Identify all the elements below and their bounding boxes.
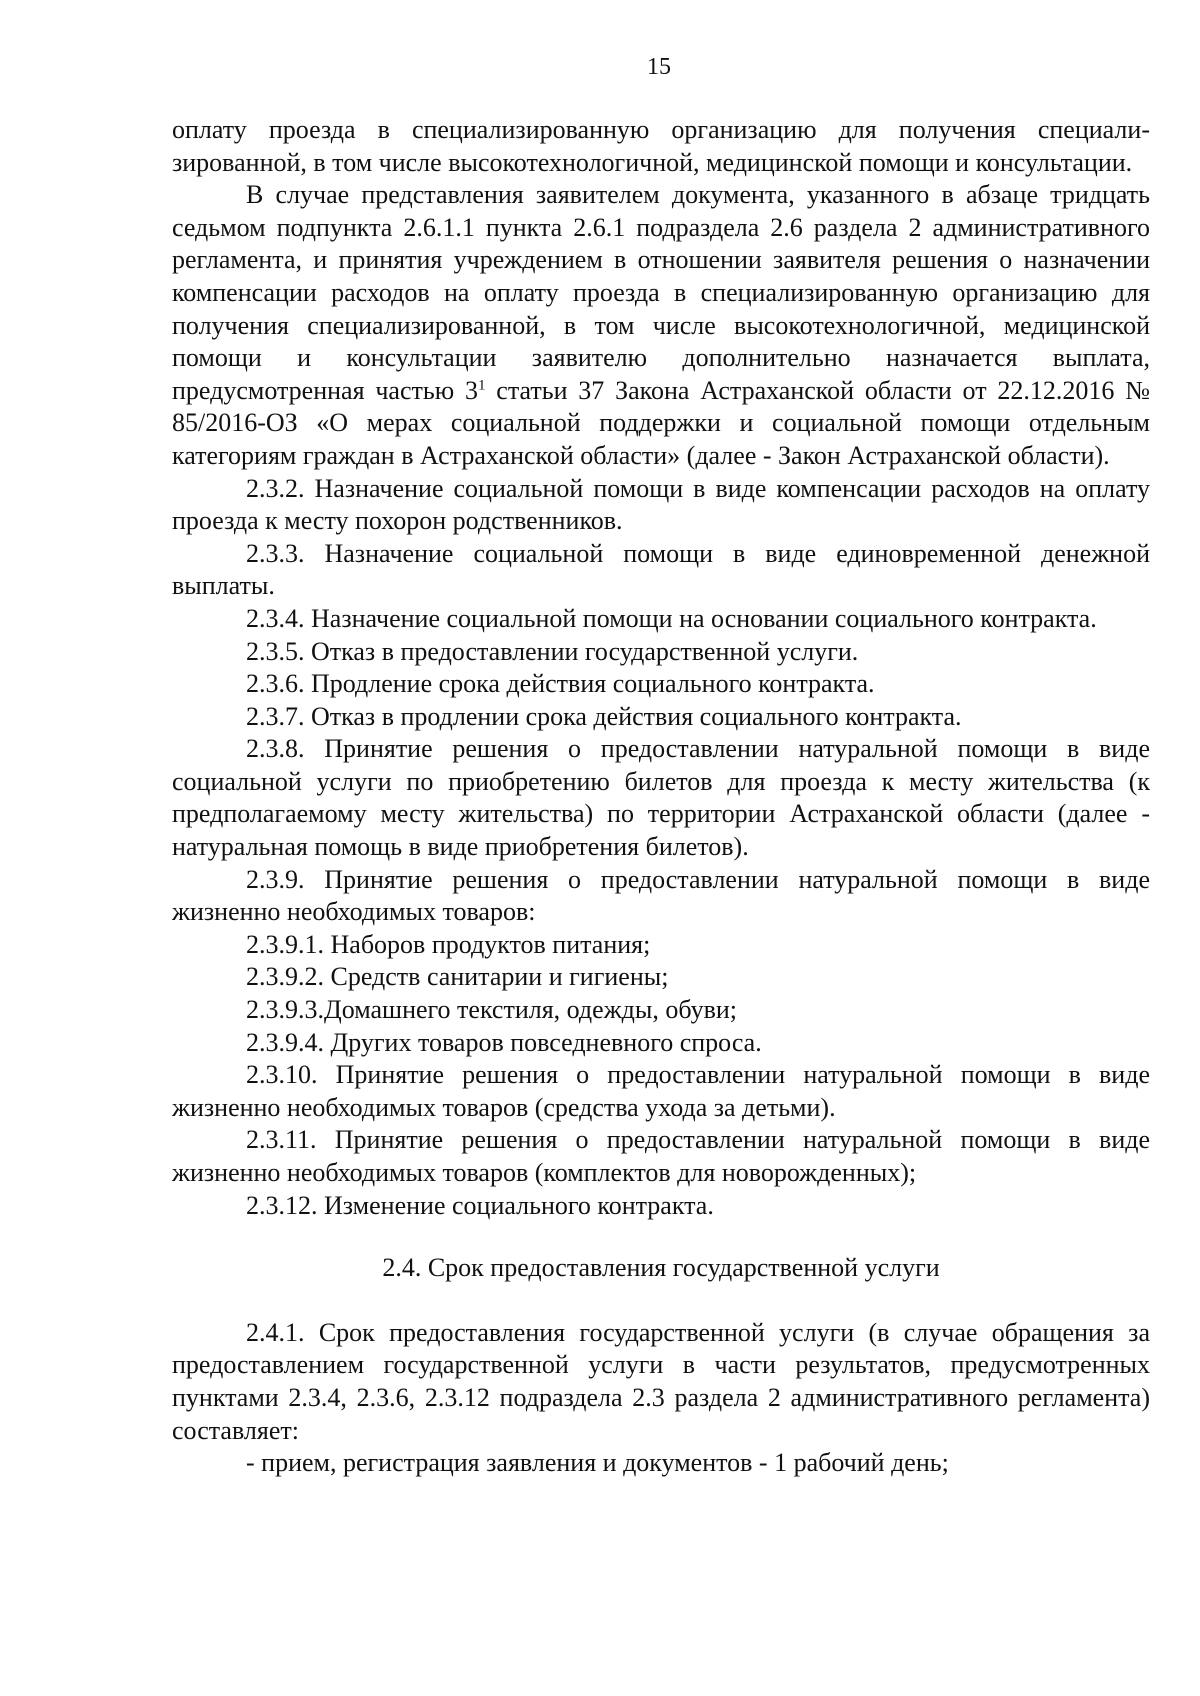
superscript: 1 (477, 377, 486, 394)
document-body (172, 114, 1150, 1480)
clause-2-3-11: 2.3.11. Принятие решения о предоставлении натуральной помощи в виде жизненно необходимых товаров (комплектов для новорожденных); (172, 1125, 1150, 1187)
section-heading: 2.4. Срок предоставления государственной услуги (382, 1253, 940, 1283)
paragraph-continuation: оплату проезда в специализированную организацию для получения специализированной, в том числе высокотехнологичной, медицинской помощи и консультации. (172, 115, 1150, 177)
clause-2-3-7: 2.3.7. Отказ в продлении срока действия социального контракта. (246, 701, 962, 731)
clause-2-4-1: 2.4.1. Срок предоставления государственной услуги (в случае обращения за предоставлением государственной услуги в части результатов, предусмотренных пунктами 2.3.4, 2.3.6, 2.3.12 подраздела 2.3 раздела 2 административного регламента) составляет: (172, 1317, 1150, 1445)
clause-2-3-4: 2.3.4. Назначение социальной помощи на основании социального контракта. (246, 603, 1097, 633)
clause-2-3-6: 2.3.6. Продление срока действия социального контракта. (246, 669, 875, 699)
page-number: 15 (647, 54, 671, 80)
clause-2-3-9-1: 2.3.9.1. Наборов продуктов питания; (246, 929, 651, 959)
clause-2-3-9: 2.3.9. Принятие решения о предоставлении натуральной помощи в виде жизненно необходимых товаров: (172, 864, 1150, 927)
clause-2-3-9-4: 2.3.9.4. Других товаров повседневного спроса. (246, 1027, 762, 1057)
clause-2-3-8: 2.3.8. Принятие решения о предоставлении натуральной помощи в виде социальной услуги по приобретению билетов для проезда к месту жительства (к предполагаемому месту жительства) по территории Астраханской области (далее - натуральная помощь в виде приобретения билетов). (172, 734, 1150, 862)
clause-2-3-9-3: 2.3.9.3.Домашнего текстиля, одежды, обуви; (246, 995, 738, 1025)
clause-2-3-12: 2.3.12. Изменение социального контракта. (246, 1190, 714, 1220)
clause-2-3-10: 2.3.10. Принятие решения о предоставлении натуральной помощи в виде жизненно необходимых товаров (средства ухода за детьми). (172, 1060, 1150, 1122)
paragraph-additional-payment (172, 179, 1150, 472)
clause-2-3-3: 2.3.3. Назначение социальной помощи в виде единовременной денежной выплаты. (172, 538, 1150, 601)
clause-2-3-9-2: 2.3.9.2. Средств санитарии и гигиены; (246, 962, 669, 992)
paragraph-text: В случае представления заявителем документа, указанного в абзаце тридцать седьмом подпункта 2.6.1.1 пункта 2.6.1 подраздела 2.6 раздела 2 административного регламента, и принятия учреждением в отношении заявителя решения о назначении компенсации расходов на оплату проезда в специализированную организацию для получения специализированной, в том числе высокотехнологичной, медицинской помощи и консультации заявителю дополнительно назначается выплата, предусмотренная частью 3 (172, 180, 1150, 405)
clause-2-3-5: 2.3.5. Отказ в предоставлении государственной услуги. (246, 636, 859, 666)
clause-2-3-2: 2.3.2. Назначение социальной помощи в виде компенсации расходов на оплату проезда к месту похорон родственников. (172, 473, 1150, 536)
paragraph-text: статьи 37 Закона Астраханской области от 22.12.2016 № 85/2016-ОЗ «О мерах социальной поддержки и социальной помощи отдельным категориям граждан в Астраханской области» (далее - Закон Астраханской области). (172, 375, 1150, 470)
list-item: - прием, регистрация заявления и документов - 1 рабочий день; (246, 1448, 949, 1478)
